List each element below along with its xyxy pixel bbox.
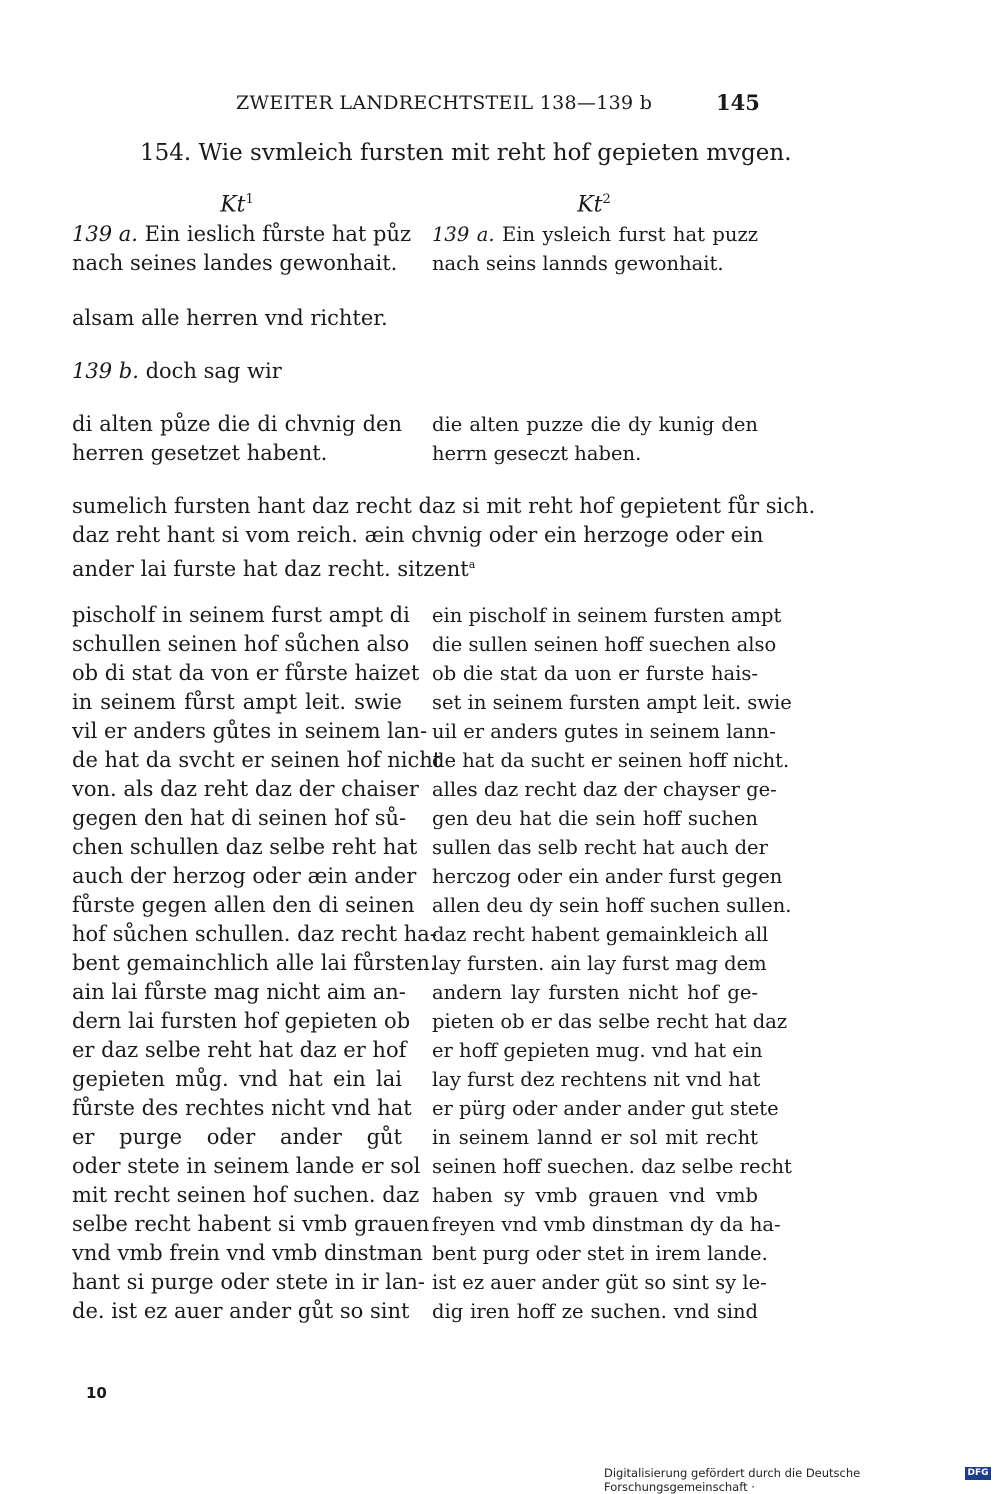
text-line: alles daz recht daz der chayser ge- (432, 778, 777, 801)
text-line: er hoff gepieten mug. vnd hat ein (432, 1039, 763, 1062)
text-line: mit recht seinen hof suchen. daz (72, 1183, 420, 1207)
text-line: pieten ob er das selbe recht hat daz (432, 1010, 788, 1033)
siglum-right (430, 192, 758, 217)
verse-number: 139 a. (72, 222, 138, 246)
full-paragraph (72, 492, 816, 581)
text-line: freyen vnd vmb dinstman dy da ha- (432, 1213, 781, 1236)
text-line: er pürg oder ander ander gut stete (432, 1097, 779, 1120)
text-line: bent purg oder stet in irem lande. (432, 1242, 768, 1265)
text-line: set in seinem fursten ampt leit. swie (432, 691, 792, 714)
text-line: uil er anders gutes in seinem lann- (432, 720, 776, 743)
text-line: ain lai fůrste mag nicht aim an- (72, 980, 406, 1004)
text-line: die alten puzze die dy kunig den (432, 413, 758, 436)
dfg-logo: DFG (965, 1467, 991, 1480)
text-line: in seinem lannd er sol mit recht (432, 1126, 758, 1149)
text-line: 139 a. Ein ieslich fůrste hat půz (72, 222, 412, 246)
text-line: vnd vmb frein vnd vmb dinstman (72, 1241, 423, 1265)
text-line: andern lay fursten nicht hof ge- (432, 981, 758, 1004)
text-line: in seinem fůrst ampt leit. swie (72, 690, 402, 714)
text-line: haben sy vmb grauen vnd vmb (432, 1184, 758, 1207)
siglum-left-text: Kt (220, 192, 246, 218)
siglum-right-text: Kt (577, 192, 603, 218)
text-line: daz recht habent gemainkleich all (432, 923, 769, 946)
text-line: fůrste gegen allen den di seinen (72, 893, 415, 917)
text-line: lay furst dez rechtens nit vnd hat (432, 1068, 761, 1091)
block2-left (72, 410, 402, 468)
text-line: herrn geseczt haben. (432, 442, 642, 465)
text-line: de hat da svcht er seinen hof nicht (72, 748, 442, 772)
text-line: ob die stat da uon er furste hais- (432, 662, 758, 685)
text-line: 139 a. Ein ysleich furst hat puzz (432, 223, 759, 246)
text-line: lay fursten. ain lay furst mag dem (432, 952, 767, 975)
text-line: er daz selbe reht hat daz er hof (72, 1038, 407, 1062)
siglum-right-sup: 2 (602, 192, 611, 207)
text-line: er purge oder ander gůt (72, 1125, 402, 1149)
text-line: schullen seinen hof sůchen also (72, 632, 410, 656)
text-line: nach seins lannds gewonhait. (432, 252, 724, 275)
text-line: ob di stat da von er fůrste haizet (72, 661, 420, 685)
siglum-left (72, 192, 402, 217)
text-line: gen deu hat die sein hoff suchen (432, 807, 758, 830)
siglum-left-sup: 1 (245, 192, 254, 207)
verse-number: 139 a. (432, 223, 495, 246)
text-line: auch der herzog oder æin ander (72, 864, 417, 888)
text-line: pischolf in seinem furst ampt di (72, 603, 410, 627)
text-line: nach seines landes gewonhait. (72, 251, 398, 275)
text-line: ein pischolf in seinem fursten ampt (432, 604, 782, 627)
text-line: fůrste des rechtes nicht vnd hat (72, 1096, 412, 1120)
text-line: de hat da sucht er seinen hoff nicht. (432, 749, 790, 772)
page-number: 145 (716, 90, 760, 115)
text-line: oder stete in seinem lande er sol (72, 1154, 421, 1178)
text-line: dern lai fursten hof gepieten ob (72, 1009, 411, 1033)
text-line: gepieten můg. vnd hat ein lai (72, 1067, 402, 1091)
text-line: ander lai furste hat daz recht. sitzent$^a$ (72, 557, 476, 581)
text-line: seinen hoff suechen. daz selbe recht (432, 1155, 792, 1178)
running-title: ZWEITER LANDRECHTSTEIL 138—139 b (236, 92, 653, 114)
main-left-column (72, 601, 442, 1326)
running-head (0, 92, 1000, 122)
verse-number: 139 b. (72, 359, 139, 383)
footnote-mark: a (468, 558, 476, 571)
text-line: gegen den hat di seinen hof sů- (72, 806, 407, 830)
block1-left (72, 220, 412, 278)
text-line: bent gemainchlich alle lai fůrsten. (72, 951, 437, 975)
main-right-column (432, 601, 792, 1326)
text-line: ist ez auer ander güt so sint sy le- (432, 1271, 767, 1294)
text-line: di alten půze die di chvnig den (72, 412, 402, 436)
block-139b: 139 b. doch sag wir (72, 359, 282, 383)
text-line: sumelich fursten hant daz recht daz si mit reht hof gepietent fůr sich. (72, 494, 816, 518)
text-line: von. als daz reht daz der chaiser (72, 777, 419, 801)
line-alsam: alsam alle herren vnd richter. (72, 306, 388, 330)
text-line: vil er anders gůtes in seinem lan- (72, 719, 428, 743)
dfg-notice: Digitalisierung gefördert durch die Deutsche Forschungsgemeinschaft · (604, 1466, 861, 1494)
block2-right (432, 410, 758, 468)
text-line: hof sůchen schullen. daz recht ha- (72, 922, 437, 946)
text-line: allen deu dy sein hoff suchen sullen. (432, 894, 792, 917)
text-line: herren gesetzet habent. (72, 441, 328, 465)
signature-mark: 10 (86, 1384, 107, 1402)
text-line: herczog oder ein ander furst gegen (432, 865, 783, 888)
chapter-heading: 154. Wie svmleich fursten mit reht hof gepieten mvgen. (140, 140, 792, 166)
text-line: chen schullen daz selbe reht hat (72, 835, 418, 859)
block1-right (432, 220, 758, 278)
text-line: sullen das selb recht hat auch der (432, 836, 768, 859)
text-line: die sullen seinen hoff suechen also (432, 633, 777, 656)
text-line: hant si purge oder stete in ir lan- (72, 1270, 426, 1294)
text-line: dig iren hoff ze suchen. vnd sind (432, 1300, 758, 1323)
text-line: daz reht hant si vom reich. æin chvnig oder ein herzoge oder ein (72, 523, 764, 547)
text-line: de. ist ez auer ander gůt so sint (72, 1299, 410, 1323)
text-line: selbe recht habent si vmb grauen (72, 1212, 430, 1236)
